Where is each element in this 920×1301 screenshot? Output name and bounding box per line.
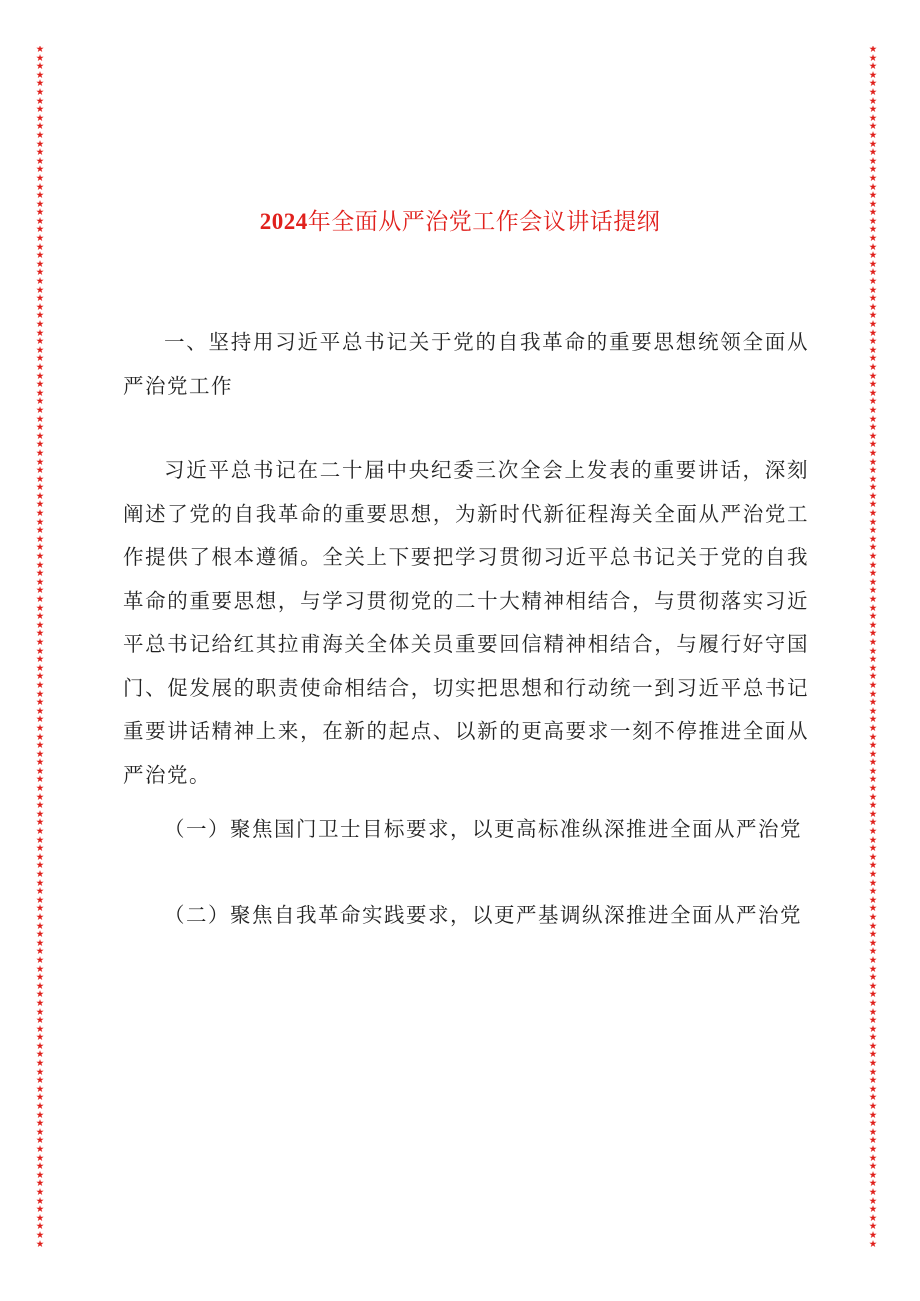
star-icon: ★ [868,121,878,133]
star-icon: ★ [35,1083,45,1095]
star-icon: ★ [868,954,878,966]
star-icon: ★ [35,980,45,992]
star-icon: ★ [868,1221,878,1233]
star-icon: ★ [868,594,878,605]
star-icon: ★ [35,1118,45,1130]
star-icon: ★ [868,628,878,640]
star-icon: ★ [35,1229,45,1241]
star-icon: ★ [35,1238,45,1250]
star-icon: ★ [868,490,878,502]
star-icon: ★ [35,86,45,98]
star-icon: ★ [868,533,878,545]
star-icon: ★ [868,1066,878,1078]
star-icon: ★ [868,911,878,923]
star-icon: ★ [868,1144,878,1155]
star-icon: ★ [35,628,45,640]
star-icon: ★ [35,370,45,382]
star-icon: ★ [868,542,878,554]
star-icon: ★ [868,1178,878,1190]
star-icon: ★ [868,1101,878,1113]
star-icon: ★ [868,1135,878,1147]
star-icon: ★ [868,980,878,992]
star-icon: ★ [35,1126,45,1138]
star-icon: ★ [35,1075,45,1087]
star-icon: ★ [35,1015,45,1027]
star-icon: ★ [35,129,45,141]
star-icon: ★ [868,826,878,838]
star-icon: ★ [35,1161,45,1173]
star-icon: ★ [35,198,45,210]
star-icon: ★ [35,783,45,795]
star-icon: ★ [868,499,878,511]
star-icon: ★ [868,276,878,288]
star-icon: ★ [868,284,878,296]
star-icon: ★ [868,1212,878,1224]
star-icon: ★ [35,1195,45,1207]
star-icon: ★ [35,473,45,485]
star-icon: ★ [868,972,878,984]
star-icon: ★ [35,1092,45,1104]
star-icon: ★ [868,439,878,451]
star-icon: ★ [868,155,878,167]
star-icon: ★ [35,997,45,1009]
star-icon: ★ [868,327,878,339]
star-icon: ★ [35,241,45,253]
star-icon: ★ [35,542,45,554]
star-icon: ★ [868,147,878,159]
star-icon: ★ [868,465,878,477]
star-icon: ★ [868,129,878,141]
star-icon: ★ [35,963,45,975]
star-icon: ★ [35,138,45,150]
star-icon: ★ [868,576,878,588]
star-icon: ★ [35,929,45,941]
star-icon: ★ [35,576,45,588]
star-icon: ★ [868,989,878,1001]
star-icon: ★ [35,1049,45,1061]
star-icon: ★ [868,903,878,915]
star-icon: ★ [35,61,45,73]
star-icon: ★ [868,748,878,760]
star-icon: ★ [35,1169,45,1181]
star-icon: ★ [35,336,45,348]
star-icon: ★ [35,387,45,399]
star-icon: ★ [868,1083,878,1095]
star-icon: ★ [35,1032,45,1044]
star-icon: ★ [35,456,45,468]
star-icon: ★ [868,559,878,571]
star-icon: ★ [868,551,878,563]
star-icon: ★ [35,52,45,64]
star-icon: ★ [35,911,45,923]
star-icon: ★ [868,78,878,90]
star-icon: ★ [868,387,878,399]
star-icon: ★ [868,215,878,227]
star-icon: ★ [868,353,878,365]
star-icon: ★ [868,456,878,468]
star-icon: ★ [35,946,45,958]
star-icon: ★ [868,636,878,648]
star-icon: ★ [868,482,878,494]
star-icon: ★ [35,430,45,442]
star-icon: ★ [35,69,45,81]
star-icon: ★ [868,164,878,176]
star-icon: ★ [868,379,878,391]
star-icon: ★ [868,740,878,752]
star-icon: ★ [868,671,878,683]
star-icon: ★ [35,1101,45,1113]
star-icon: ★ [868,679,878,691]
star-icon: ★ [868,920,878,932]
star-icon: ★ [868,336,878,348]
star-icon: ★ [35,808,45,820]
star-icon: ★ [868,946,878,958]
star-icon: ★ [35,1152,45,1164]
star-icon: ★ [35,791,45,803]
star-icon: ★ [868,1049,878,1061]
star-icon: ★ [868,112,878,124]
star-icon: ★ [35,869,45,880]
star-icon: ★ [868,190,878,202]
star-icon: ★ [35,1066,45,1078]
star-icon: ★ [868,172,878,184]
star-icon: ★ [35,551,45,563]
star-icon: ★ [35,851,45,863]
star-icon: ★ [35,293,45,305]
star-icon: ★ [35,490,45,502]
star-icon: ★ [868,1058,878,1070]
star-icon: ★ [868,697,878,709]
star-icon: ★ [868,319,878,330]
star-icon: ★ [35,258,45,270]
star-icon: ★ [868,361,878,373]
star-icon: ★ [868,516,878,528]
star-icon: ★ [35,671,45,683]
star-icon: ★ [868,396,878,408]
star-icon: ★ [868,61,878,73]
star-icon: ★ [35,1221,45,1233]
star-icon: ★ [868,722,878,734]
star-icon: ★ [35,740,45,752]
document-title [0,198,920,236]
star-icon: ★ [868,181,878,193]
star-icon: ★ [868,1109,878,1121]
star-icon: ★ [868,1040,878,1052]
star-icon: ★ [35,568,45,580]
star-icon: ★ [35,636,45,648]
star-icon: ★ [35,1204,45,1216]
star-icon: ★ [35,920,45,932]
star-icon: ★ [35,1109,45,1121]
star-icon: ★ [868,293,878,305]
star-icon: ★ [35,499,45,511]
star-icon: ★ [868,267,878,279]
star-icon: ★ [868,1161,878,1173]
star-icon: ★ [35,310,45,322]
star-icon: ★ [868,430,878,442]
star-icon: ★ [35,482,45,494]
title-year: 2024 [259,209,308,234]
star-icon: ★ [868,207,878,219]
star-icon: ★ [35,1023,45,1035]
star-icon: ★ [35,688,45,700]
star-icon: ★ [35,465,45,477]
star-icon: ★ [868,568,878,580]
star-icon: ★ [35,774,45,786]
star-icon: ★ [868,250,878,262]
star-icon: ★ [868,774,878,786]
star-icon: ★ [868,52,878,64]
star-icon: ★ [35,748,45,760]
star-icon: ★ [868,1006,878,1018]
star-icon: ★ [868,1152,878,1164]
star-icon: ★ [868,929,878,941]
star-icon: ★ [35,78,45,90]
star-icon: ★ [35,765,45,777]
star-icon: ★ [868,843,878,855]
star-icon: ★ [35,972,45,984]
star-icon: ★ [868,241,878,253]
star-icon: ★ [35,224,45,236]
star-icon: ★ [35,95,45,107]
star-icon: ★ [868,611,878,623]
star-icon: ★ [868,860,878,872]
star-icon: ★ [868,508,878,520]
star-icon: ★ [35,46,45,55]
star-icon: ★ [35,525,45,537]
star-icon: ★ [35,843,45,855]
star-icon: ★ [35,817,45,829]
star-icon: ★ [868,413,878,425]
star-icon: ★ [35,533,45,545]
star-icon: ★ [35,181,45,193]
star-icon: ★ [35,207,45,219]
star-icon: ★ [35,404,45,416]
star-icon: ★ [868,1092,878,1104]
star-icon: ★ [35,508,45,520]
star-icon: ★ [868,1118,878,1130]
star-icon: ★ [868,1075,878,1087]
star-icon: ★ [35,989,45,1001]
star-icon: ★ [35,886,45,898]
star-icon: ★ [868,1186,878,1198]
star-icon: ★ [868,834,878,846]
star-icon: ★ [35,284,45,296]
star-icon: ★ [868,877,878,889]
star-icon: ★ [35,894,45,906]
star-icon: ★ [868,310,878,322]
star-icon: ★ [35,215,45,227]
star-icon: ★ [868,258,878,270]
star-icon: ★ [868,585,878,597]
star-icon: ★ [868,851,878,863]
star-icon: ★ [35,1040,45,1052]
star-icon: ★ [35,1144,45,1155]
star-icon: ★ [868,138,878,150]
star-icon: ★ [35,121,45,133]
star-icon: ★ [868,783,878,795]
star-icon: ★ [868,808,878,820]
star-icon: ★ [868,654,878,666]
star-icon: ★ [868,1195,878,1207]
star-icon: ★ [868,714,878,726]
star-icon: ★ [868,46,878,55]
star-icon: ★ [35,413,45,425]
star-icon: ★ [35,190,45,202]
star-icon: ★ [35,860,45,872]
star-icon: ★ [35,602,45,614]
star-icon: ★ [868,765,878,777]
star-icon: ★ [35,104,45,116]
star-icon: ★ [868,525,878,537]
star-icon: ★ [868,1204,878,1216]
star-icon: ★ [868,662,878,674]
star-icon: ★ [35,155,45,167]
star-icon: ★ [35,172,45,184]
star-icon: ★ [868,69,878,81]
star-icon: ★ [35,327,45,339]
star-icon: ★ [868,817,878,829]
star-icon: ★ [35,722,45,734]
star-icon: ★ [35,1212,45,1224]
star-icon: ★ [35,1058,45,1070]
star-icon: ★ [868,791,878,803]
star-icon: ★ [868,1126,878,1138]
star-icon: ★ [35,276,45,288]
star-icon: ★ [868,937,878,949]
star-icon: ★ [868,645,878,657]
star-icon: ★ [868,1023,878,1035]
title-text: 年全面从严治党工作会议讲话提纲 [307,209,661,235]
star-icon: ★ [35,834,45,846]
star-icon: ★ [868,731,878,743]
star-icon: ★ [35,731,45,743]
star-icon: ★ [35,422,45,434]
star-icon: ★ [35,594,45,605]
section-heading-1: 一、坚持用习近平总书记关于党的自我革命的重要思想统领全面从严治党工作 [123,330,809,398]
star-icon: ★ [868,894,878,906]
star-icon: ★ [35,954,45,966]
star-icon: ★ [868,473,878,485]
star-icon: ★ [868,1032,878,1044]
star-icon: ★ [868,757,878,769]
star-icon: ★ [35,344,45,356]
star-icon: ★ [868,447,878,459]
star-icon: ★ [35,679,45,691]
star-icon: ★ [35,147,45,159]
star-icon: ★ [35,585,45,597]
star-icon: ★ [35,379,45,391]
star-icon: ★ [35,112,45,124]
star-icon: ★ [35,800,45,812]
star-icon: ★ [35,516,45,528]
star-icon: ★ [35,619,45,631]
star-icon: ★ [35,439,45,451]
star-icon: ★ [868,705,878,717]
star-icon: ★ [868,688,878,700]
star-icon: ★ [35,662,45,674]
star-icon: ★ [35,319,45,330]
star-icon: ★ [35,611,45,623]
star-icon: ★ [35,826,45,838]
body-paragraph-1: 习近平总书记在二十届中央纪委三次全会上发表的重要讲话，深刻阐述了党的自我革命的重要思想，为新时代新征程海关全面从严治党工作提供了根本遵循。全关上下要把学习贯彻习近平总书记关于党的自我革命的重要思想，与学习贯彻党的二十大精神相结合，与贯彻落实习近平总书记给红其拉甫海关全体关员重要回信精神相结合，与履行好守国门、促发展的职责使命相结合，切实把思想和行动统一到习近平总书记重要讲话精神上来，在新的起点、以新的更高要求一刻不停推进全面从严治党。 [123,458,809,787]
star-icon: ★ [35,714,45,726]
star-icon: ★ [35,559,45,571]
star-icon: ★ [35,250,45,262]
subheading-2: （二）聚焦自我革命实践要求，以更严基调纵深推进全面从严治党 [164,903,802,927]
star-icon: ★ [868,963,878,975]
star-icon: ★ [35,937,45,949]
star-icon: ★ [35,1178,45,1190]
star-icon: ★ [35,705,45,717]
star-icon: ★ [35,877,45,889]
star-icon: ★ [35,645,45,657]
star-icon: ★ [868,886,878,898]
star-icon: ★ [35,396,45,408]
star-icon: ★ [868,1169,878,1181]
star-icon: ★ [868,224,878,236]
star-icon: ★ [868,233,878,245]
subheading-1: （一）聚焦国门卫士目标要求，以更高标准纵深推进全面从严治党 [164,817,802,841]
star-icon: ★ [35,233,45,245]
star-icon: ★ [868,198,878,210]
star-icon: ★ [35,301,45,313]
star-icon: ★ [868,997,878,1009]
star-icon: ★ [35,903,45,915]
star-icon: ★ [868,422,878,434]
star-icon: ★ [35,757,45,769]
star-icon: ★ [35,361,45,373]
star-icon: ★ [868,602,878,614]
star-icon: ★ [35,1186,45,1198]
star-icon: ★ [868,86,878,98]
star-icon: ★ [35,654,45,666]
star-icon: ★ [35,164,45,176]
star-icon: ★ [868,619,878,631]
star-icon: ★ [868,370,878,382]
star-icon: ★ [868,404,878,416]
star-icon: ★ [868,301,878,313]
star-icon: ★ [35,1135,45,1147]
star-icon: ★ [868,1229,878,1241]
star-icon: ★ [868,344,878,356]
star-icon: ★ [868,1238,878,1250]
star-icon: ★ [35,267,45,279]
star-icon: ★ [35,697,45,709]
star-icon: ★ [868,104,878,116]
star-icon: ★ [868,95,878,107]
star-icon: ★ [868,869,878,880]
star-icon: ★ [35,1006,45,1018]
star-icon: ★ [868,800,878,812]
star-icon: ★ [868,1015,878,1027]
star-icon: ★ [35,447,45,459]
star-icon: ★ [35,353,45,365]
